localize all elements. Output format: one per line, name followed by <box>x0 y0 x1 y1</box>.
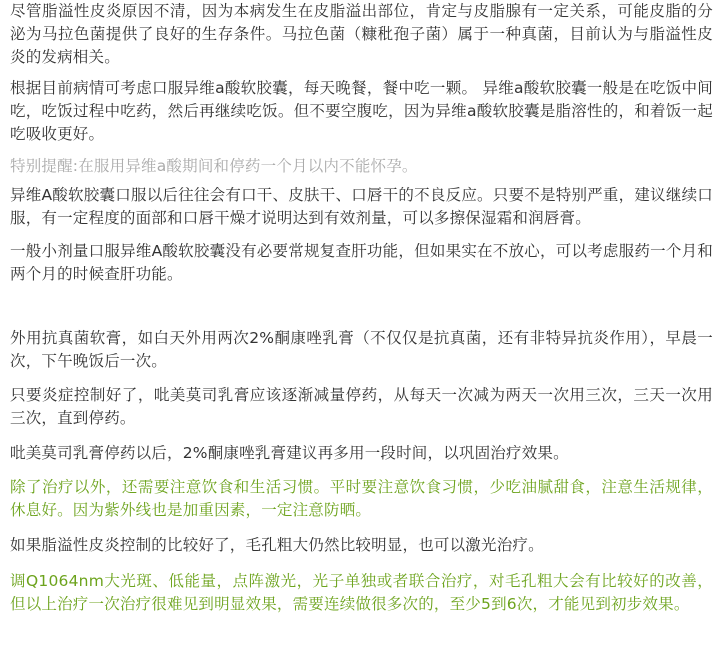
paragraph-oral-isotretinoin: 根据目前病情可考虑口服异维a酸软胶囊，每天晚餐，餐中吃一颗。 异维a酸软胶囊一般是在吃饭中间吃，吃饭过程中吃药，然后再继续吃饭。但不要空腹吃，因为异维a酸软胶囊是脂溶性的，和着饭一起吃吸收更好。 <box>10 79 713 143</box>
paragraph-side-effects: 异维A酸软胶囊口服以后往往会有口干、皮肤干、口唇干的不良反应。只要不是特别严重，建议继续口服，有一定程度的面部和口唇干燥才说明达到有效剂量，可以多擦保湿霜和润唇膏。 <box>10 186 713 227</box>
paragraph-lifestyle-advice: 除了治疗以外，还需要注意饮食和生活习惯。平时要注意饮食习惯，少吃油腻甜食，注意生活规律，休息好。因为紫外线也是加重因素，一定注意防晒。 <box>10 478 713 519</box>
paragraph-laser-details: 调Q1064nm大光斑、低能量，点阵激光，光子单独或者联合治疗，对毛孔粗大会有比较好的改善，但以上治疗一次治疗很难见到明显效果，需要连续做很多次的，至少5到6次，才能见到初步效果。 <box>10 572 713 613</box>
paragraph-antifungal-cream: 外用抗真菌软膏，如白天外用两次2%酮康唑乳膏（不仅仅是抗真菌，还有非特异抗炎作用），早晨一次，下午晚饭后一次。 <box>10 329 713 370</box>
paragraph-cause: 尽管脂溢性皮炎原因不清，因为本病发生在皮脂溢出部位，肯定与皮脂腺有一定关系，可能皮脂的分泌为马拉色菌提供了良好的生存条件。马拉色菌（糠秕孢子菌）属于一种真菌，目前认为与脂溢性皮炎的发病相关。 <box>10 2 713 66</box>
paragraph-laser-option: 如果脂溢性皮炎控制的比较好了，毛孔粗大仍然比较明显，也可以激光治疗。 <box>10 536 544 554</box>
special-reminder: 特别提醒:在服用异维a酸期间和停药一个月以内不能怀孕。 <box>10 157 418 175</box>
paragraph-pimecrolimus-taper: 只要炎症控制好了，吡美莫司乳膏应该逐渐减量停药，从每天一次减为两天一次用三次，三天一次用三次，直到停药。 <box>10 386 713 427</box>
paragraph-liver-function: 一般小剂量口服异维A酸软胶囊没有必要常规复查肝功能，但如果实在不放心，可以考虑服药一个月和两个月的时候查肝功能。 <box>10 242 713 283</box>
paragraph-ketoconazole-continue: 吡美莫司乳膏停药以后，2%酮康唑乳膏建议再多用一段时间，以巩固治疗效果。 <box>10 444 569 462</box>
